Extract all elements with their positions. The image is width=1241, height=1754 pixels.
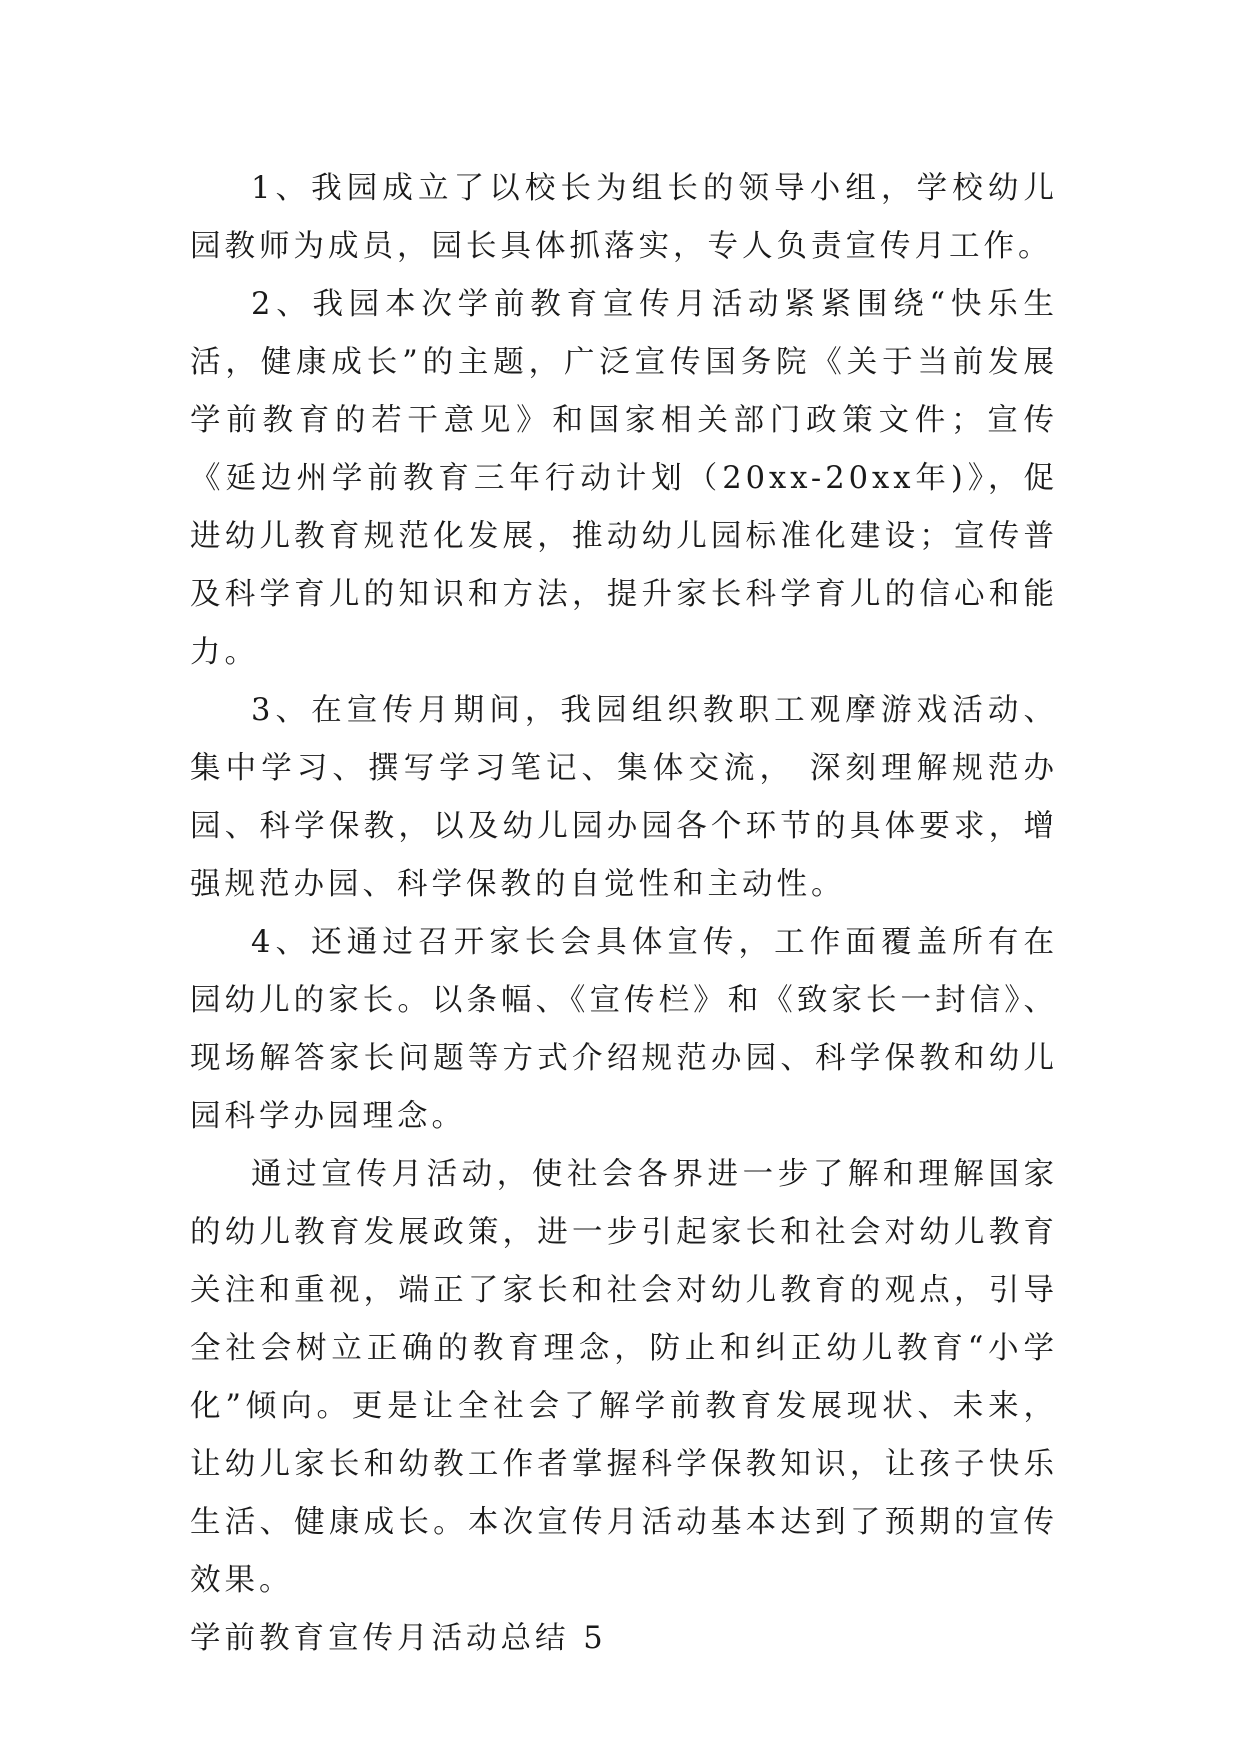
- paragraph-4: 4、还通过召开家长会具体宣传，工作面覆盖所有在园幼儿的家长。以条幅、《宣传栏》和《致家长一封信》、现场解答家长问题等方式介绍规范办园、科学保教和幼儿园科学办园理念。: [190, 925, 1058, 1134]
- paragraph-1: 1、我园成立了以校长为组长的领导小组，学校幼儿园教师为成员，园长具体抓落实，专人负责宣传月工作。: [190, 171, 1058, 264]
- paragraph-2: 2、我园本次学前教育宣传月活动紧紧围绕“快乐生活，健康成长”的主题，广泛宣传国务院《关于当前发展学前教育的若干意见》和国家相关部门政策文件；宣传《延边州学前教育三年行动计划（20xx-20xx年)》，促进幼儿教育规范化发展，推动幼儿园标准化建设；宣传普及科学育儿的知识和方法，提升家长科学育儿的信心和能力。: [190, 287, 1058, 670]
- paragraph-3: 3、在宣传月期间，我园组织教职工观摩游戏活动、集中学习、撰写学习笔记、集体交流， 深刻理解规范办园、科学保教，以及幼儿园办园各个环节的具体要求，增强规范办园、科学保教的自觉性和主动性。: [190, 693, 1058, 902]
- paragraph-summary: 通过宣传月活动，使社会各界进一步了解和理解国家的幼儿教育发展政策，进一步引起家长和社会对幼儿教育关注和重视，端正了家长和社会对幼儿教育的观点，引导全社会树立正确的教育理念，防止和纠正幼儿教育“小学化”倾向。更是让全社会了解学前教育发展现状、未来，让幼儿家长和幼教工作者掌握科学保教知识，让孩子快乐生活、健康成长。本次宣传月活动基本达到了预期的宣传效果。: [190, 1157, 1058, 1598]
- section-heading: 学前教育宣传月活动总结 5: [190, 1621, 607, 1656]
- document-body: [190, 160, 1058, 1668]
